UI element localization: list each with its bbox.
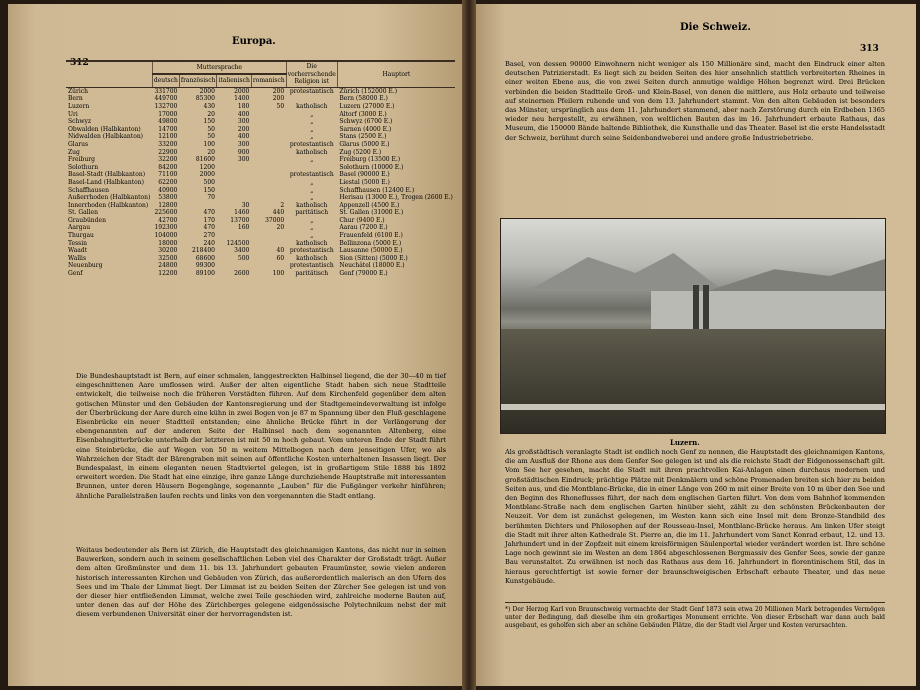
language-table xyxy=(66,60,455,278)
language-count: 53800 xyxy=(158,194,178,202)
language-count: 270 xyxy=(203,232,215,240)
capital-cell: Glarus (5000 E.) xyxy=(339,140,390,148)
header-romanisch: romanisch xyxy=(251,74,286,87)
religion-cell: protestantisch xyxy=(289,87,334,95)
header-franzoesisch: französisch xyxy=(179,74,217,87)
language-count: 500 xyxy=(203,178,215,186)
canton-name: Thurgau xyxy=(68,232,94,240)
capital-cell: Schaffhausen (12400 E.) xyxy=(339,186,415,194)
table-row xyxy=(66,133,455,141)
canton-name: Aargau xyxy=(68,224,91,232)
canton-name: Uri xyxy=(68,110,78,118)
language-count xyxy=(251,187,286,195)
language-count xyxy=(251,262,286,270)
table-row xyxy=(66,202,455,210)
capital-cell: Sarnen (4000 E.) xyxy=(339,125,392,133)
canton-name: Außerrhoden (Halbkanton) xyxy=(68,194,151,202)
language-count: 124500 xyxy=(226,239,250,247)
canton-name: Neuenburg xyxy=(68,262,103,270)
religion-cell: „ xyxy=(310,118,314,126)
table-row xyxy=(66,194,455,202)
canton-name: Freiburg xyxy=(68,156,95,164)
canton-name: Basel-Land (Halbkanton) xyxy=(68,178,144,186)
paragraph-bern: Die Bundeshauptstadt ist Bern, auf einer schmalen, langgestreckten Halbinsel liegend, die der 30—40 m tief eingeschnittenen Aare umflossen wird. Außer der alten eigentliche Stadt haben sich neue Stadtteile entwickelt, die teilweise noch die früheren Vorstädten führen. Auf dem Kirchenfeld gegenüber dem alten gotischen Münster und den Gebäuden der Kantonsregierung und der Stadtgemeindeverwaltung ist infolge der Überbrückung der Aare durch eine kühn in zwei Bogen von je 87 m Spannung über den Fluß geschlagene Eisenbrücke ein neuer Stadtteil entstanden; eine ähnliche Brücke führt in der Verlängerung der ebengenannten auf der anderen Seite der Halbinsel nach dem sogenannten Altenberg, eine Eisenbahngitterbrücke unterhalb der letzteren ist mit 50 m hoch gebaut. Vom unteren Ende der Stadt führt eine Steinbrücke, die auf Wegen von 50 m weitem Mittelbogen nach dem jenseitigen Ufer, wo als Wahrzeichen der Stadt der Bärengraben mit seinen auf öffentliche Kosten unterhaltenen Insassen liegt. Der Bundespalast, in einem eleganten neuen Stadtviertel gelegen, ist in großartigem Stile 1888 bis 1892 erweitert worden. Die Stadt hat eine einzige, ihre ganze Länge durchziehende Hauptstraße mit interessanten Brunnen, unter deren Häusern Bogengänge, sogenannte „Lauben“ für die Fußgänger verkehr hinführen; ähnliche Parallelstraßen laufen rechts und links von den vorgenannten die Stadt entlang. xyxy=(76,372,446,500)
language-count: 12200 xyxy=(158,270,178,278)
religion-cell: „ xyxy=(310,133,314,141)
language-count: 71100 xyxy=(158,171,178,179)
religion-cell: „ xyxy=(310,178,314,186)
language-count: 200 xyxy=(272,87,285,95)
table-row xyxy=(66,270,455,278)
language-count: 500 xyxy=(237,254,250,262)
table-body xyxy=(66,87,455,277)
table-row xyxy=(66,240,455,248)
canton-name: Schwyz xyxy=(68,118,92,126)
table-row xyxy=(66,126,455,134)
canton-name: Zürich xyxy=(68,87,89,95)
paragraph-genf: Als großstädtisch veranlagte Stadt ist endlich noch Genf zu nennen, die Hauptstadt des gleichnamigen Kantons, die am Ausfluß der Rhone aus dem Genfer See gelegen ist und als die reichste Stadt der Eidgenossenschaft gilt. Vom See her gesehen, macht die Stadt mit ihren prachtvollen Kai-Anlagen einen durchaus modernen und großstädtischen Eindruck; prächtige Plätze mit Denkmälern und schöne Promenaden breiten sich hier zu beiden Seiten aus, und die Montblanc-Brücke, die in einer Länge von 260 m mit einer Breite von 10 m über den See und den Beginn des Rhoneflusses führt, der nach dem englischen Garten führt. Von dem vom Bahnhof kommenden Montblanc-Straße nach dem englischen Garten hinüber sieht, zählt zu den schönsten Brückenbauten der Neuzeit. Vor dem ist zunächst gelegenen, im Westen kann sich eine Insel mit dem Bronze-Standbild des berühmten Dichters und Philosophen auf der Rousseau-Insel, Montblanc-Brücke heraus. Am linken Ufer steigt die Stadt mit ihrer alten Kathedrale St. Pierre an, die im 11. Jahrhundert vom Sanct Konrad erbaut, 12. und 13. Jahrhundert und in der Zopfzeit mit einem kreisförmigen Säulenportal wieder verändert worden ist. Ihre schöne Lage noch gewinnt sie im Westen an dem 1864 abgeschlossenen Bergmassiv des Genfer Sees, sowie der ganze Bau verunstaltet. Zu erwähnen ist noch das Rathaus aus dem 16. Jahrhundert in florentinischem Stil, das in hieraus gerechtfertigt ist sowie ferner der braunschweigischen Erbschaft erbaute Theater, und das neue Kunstgebäude. xyxy=(505,448,885,585)
language-count: 37000 xyxy=(265,216,285,224)
language-count xyxy=(251,240,286,248)
capital-cell: Aarau (7200 E.) xyxy=(339,224,388,232)
language-count: 22900 xyxy=(158,148,178,156)
language-count xyxy=(217,187,251,195)
language-count: 218400 xyxy=(192,247,215,255)
capital-cell: Luzern (27000 E.) xyxy=(339,102,395,110)
language-count: 32200 xyxy=(158,156,178,164)
table-row xyxy=(66,156,455,164)
table-row xyxy=(66,209,455,217)
capital-cell: Basel (90000 E.) xyxy=(339,171,390,179)
language-count: 17000 xyxy=(158,110,178,118)
capital-cell: Herisau (13000 E.), Trogen (2600 E.) xyxy=(339,194,453,202)
language-count: 2000 xyxy=(199,87,215,95)
language-count: 30 xyxy=(241,201,250,209)
capital-cell: Appenzell (4500 E.) xyxy=(339,201,400,209)
religion-cell: protestantisch xyxy=(289,247,334,255)
canton-name: Bern xyxy=(68,95,83,103)
table-row xyxy=(66,224,455,232)
town-shape xyxy=(501,329,885,433)
religion-cell: „ xyxy=(310,186,314,194)
paragraph-zuerich: Weitaus bedeutender als Bern ist Zürich, die Hauptstadt des gleichnamigen Kantons, das nicht nur in seinen Bauwerken, sondern auch in seinem gesellschaftlichen Leben viel des Charakter der Großstadt trägt. Außer dem alten Großmünster und dem 11. bis 13. Jahrhundert gebauten Fraumünster, sowie vielen anderen historisch interessanten Kirchen und Gebäuden von Zürich, das außerordentlich malerisch an den Ufern des Sees und im Thale der Limmat liegt. Der Limmat ist zu beiden Seiten der Zürcher See gelegen ist und von der dieser hier entfließenden Limmat, welche zwei Teile geschieden wird, zahlreiche moderne Bauten auf, unter denen das auf der Höhe des Zürichberges gelegene eidgenössische Polytechnikum nebst der mit diesem verbundenen Universität einer der hervorragendsten ist. xyxy=(76,546,446,619)
language-count: 470 xyxy=(203,209,215,217)
language-count: 20 xyxy=(207,110,215,118)
table-row xyxy=(66,171,455,179)
capital-cell: Schwyz (6700 E.) xyxy=(339,118,393,126)
footnote-rule xyxy=(505,602,885,603)
language-count: 2600 xyxy=(234,270,250,278)
language-count: 170 xyxy=(203,216,215,224)
religion-cell: protestantisch xyxy=(289,262,334,270)
language-count xyxy=(251,149,286,157)
language-count: 33200 xyxy=(158,140,178,148)
capital-cell: Solothurn (10000 E.) xyxy=(339,163,404,171)
language-count: 20 xyxy=(276,224,285,232)
language-count: 42700 xyxy=(158,216,178,224)
language-count: 84200 xyxy=(158,163,178,171)
language-count: 300 xyxy=(237,118,250,126)
language-count xyxy=(251,179,286,187)
language-count: 100 xyxy=(203,140,215,148)
language-count: 30200 xyxy=(158,247,178,255)
religion-cell: protestantisch xyxy=(289,171,334,179)
language-count: 49800 xyxy=(158,118,178,126)
language-count xyxy=(217,194,251,202)
religion-cell: protestantisch xyxy=(289,140,334,148)
language-count: 32500 xyxy=(158,254,178,262)
language-count: 150 xyxy=(203,118,215,126)
capital-cell: Lausanne (50000 E.) xyxy=(339,247,403,255)
language-count: 180 xyxy=(237,102,250,110)
table-row xyxy=(66,141,455,149)
capital-cell: Liestal (5000 E.) xyxy=(339,178,390,186)
language-count xyxy=(251,156,286,164)
table-row xyxy=(66,111,455,119)
language-count xyxy=(251,126,286,134)
right-page-number: 313 xyxy=(860,44,879,54)
religion-cell: „ xyxy=(310,194,314,202)
footnote: *) Der Herzog Karl von Braunschweig vermachte der Stadt Genf 1873 sein etwa 20 Millionen Mark betragendes Vermögen unter der Bedingung, daß dieselbe ihm ein großartiges Monument errichte. Von dieser Erbschaft war dann auch bald ausgebaut, es geholfen sich aber an schöne Gebäuden Plätze, die der Stadt viel Ärger und Kosten verursachten. xyxy=(505,606,885,629)
language-count: 2000 xyxy=(234,87,250,95)
luzern-photo xyxy=(500,218,886,434)
table-row xyxy=(66,179,455,187)
header-group: Muttersprache xyxy=(152,61,286,74)
religion-cell: katholisch xyxy=(296,239,328,247)
canton-name: Zug xyxy=(68,148,80,156)
language-count xyxy=(251,164,286,172)
capital-cell: Sion (Sitten) (5000 E.) xyxy=(339,254,408,262)
header-deutsch: deutsch xyxy=(152,74,179,87)
capital-cell: Freiburg (13500 E.) xyxy=(339,156,401,164)
table-row xyxy=(66,187,455,195)
mountain-shape xyxy=(701,259,885,293)
religion-cell: „ xyxy=(310,224,314,232)
language-count xyxy=(251,141,286,149)
religion-cell: katholisch xyxy=(296,148,328,156)
religion-cell: „ xyxy=(310,110,314,118)
language-count: 225600 xyxy=(154,209,178,217)
table-row xyxy=(66,247,455,255)
language-count xyxy=(217,232,251,240)
religion-cell: „ xyxy=(310,216,314,224)
table-row xyxy=(66,149,455,157)
table-row xyxy=(66,95,455,103)
language-count xyxy=(179,202,217,210)
canton-name: Genf xyxy=(68,270,83,278)
canton-name: St. Gallen xyxy=(68,209,98,217)
table-row xyxy=(66,103,455,111)
canton-name: Luzern xyxy=(68,102,90,110)
language-count: 449700 xyxy=(154,95,178,103)
canton-name: Solothurn xyxy=(68,163,99,171)
language-count: 470 xyxy=(203,224,215,232)
language-count: 1200 xyxy=(199,163,215,171)
religion-cell: „ xyxy=(310,156,314,164)
language-count: 3400 xyxy=(234,247,250,255)
language-count: 68600 xyxy=(195,254,215,262)
religion-cell: „ xyxy=(310,125,314,133)
religion-cell: katholisch xyxy=(296,201,328,209)
language-count xyxy=(217,179,251,187)
book-gutter xyxy=(462,0,476,690)
language-count xyxy=(217,171,251,179)
language-count: 200 xyxy=(272,95,285,103)
language-count: 300 xyxy=(237,140,250,148)
canton-name: Glarus xyxy=(68,140,89,148)
language-count: 440 xyxy=(272,209,285,217)
canton-name: Graubünden xyxy=(68,216,106,224)
canton-name: Waadt xyxy=(68,247,88,255)
capital-cell: Stans (2500 E.) xyxy=(339,133,387,141)
language-count: 1400 xyxy=(234,95,250,103)
table-row xyxy=(66,164,455,172)
language-count: 12800 xyxy=(158,201,178,209)
religion-cell xyxy=(286,164,337,172)
mountain-shape xyxy=(531,249,721,289)
lake-shape xyxy=(651,291,885,331)
table-row xyxy=(66,118,455,126)
language-count: 14700 xyxy=(158,125,178,133)
canton-name: Basel-Stadt (Halbkanton) xyxy=(68,171,146,179)
table-row xyxy=(66,255,455,263)
header-religion: Die vorherrschende Religion ist xyxy=(286,61,337,87)
language-count: 192300 xyxy=(154,224,178,232)
religion-cell: paritätisch xyxy=(295,209,329,217)
canton-name: Schaffhausen xyxy=(68,186,109,194)
table-row xyxy=(66,262,455,270)
header-italienisch: italienisch xyxy=(217,74,251,87)
religion-cell: paritätisch xyxy=(295,270,329,278)
language-count: 50 xyxy=(207,133,215,141)
language-count: 2 xyxy=(280,201,285,209)
language-count: 300 xyxy=(237,156,250,164)
language-count xyxy=(251,171,286,179)
language-count: 132700 xyxy=(154,102,178,110)
photo-caption: Luzern. xyxy=(670,438,700,447)
language-count: 400 xyxy=(237,133,250,141)
table-row xyxy=(66,232,455,240)
language-count: 60 xyxy=(276,254,285,262)
language-count: 20 xyxy=(207,148,215,156)
capital-cell: Zürich (152000 E.) xyxy=(339,87,398,95)
religion-cell: katholisch xyxy=(296,102,328,110)
religion-cell: katholisch xyxy=(296,254,328,262)
language-count: 331700 xyxy=(154,87,178,95)
canton-name: Innerrhoden (Halbkanton) xyxy=(68,201,149,209)
capital-cell: Zug (5200 E.) xyxy=(339,148,382,156)
language-count: 50 xyxy=(276,102,285,110)
language-count: 62200 xyxy=(158,178,178,186)
capital-cell: Frauenfeld (6100 E.) xyxy=(339,232,403,240)
language-count: 1460 xyxy=(234,209,250,217)
language-count xyxy=(251,111,286,119)
language-count: 100 xyxy=(272,270,285,278)
canton-name: Wallis xyxy=(68,254,87,262)
language-count: 40900 xyxy=(158,186,178,194)
right-running-head: Die Schweiz. xyxy=(680,22,751,33)
table-row xyxy=(66,217,455,225)
language-count: 24800 xyxy=(158,262,178,270)
language-count: 2000 xyxy=(199,171,215,179)
language-count: 40 xyxy=(276,247,285,255)
language-count: 160 xyxy=(237,224,250,232)
left-running-head: Europa. xyxy=(232,36,276,47)
capital-cell: Bern (58000 E.) xyxy=(339,95,388,103)
language-count: 81600 xyxy=(195,156,215,164)
language-count: 50 xyxy=(207,125,215,133)
table-row xyxy=(66,87,455,95)
language-count: 430 xyxy=(203,102,215,110)
language-count: 89100 xyxy=(195,270,215,278)
language-count: 240 xyxy=(203,239,215,247)
language-count xyxy=(251,194,286,202)
language-count: 12100 xyxy=(158,133,178,141)
promenade-shape xyxy=(501,404,885,410)
language-count: 900 xyxy=(237,148,250,156)
language-count: 85300 xyxy=(195,95,215,103)
language-count xyxy=(217,262,251,270)
capital-cell: Bellinzona (5000 E.) xyxy=(339,239,402,247)
header-capital: Hauptort xyxy=(337,61,455,87)
left-page-number: 312 xyxy=(70,58,89,68)
religion-cell: „ xyxy=(310,232,314,240)
canton-name: Obwalden (Halbkanton) xyxy=(68,125,141,133)
language-count: 200 xyxy=(237,125,250,133)
language-count: 99300 xyxy=(195,262,215,270)
capital-cell: Genf (79000 E.) xyxy=(339,270,388,278)
language-count xyxy=(251,133,286,141)
canton-name: Tessin xyxy=(68,239,88,247)
language-count: 18000 xyxy=(158,239,178,247)
language-count: 150 xyxy=(203,186,215,194)
language-count: 400 xyxy=(237,110,250,118)
language-count: 70 xyxy=(207,194,215,202)
language-count: 13700 xyxy=(230,216,250,224)
language-count xyxy=(217,164,251,172)
church-tower xyxy=(693,285,699,331)
table-corner xyxy=(66,61,152,87)
language-count xyxy=(251,232,286,240)
capital-cell: Altorf (3000 E.) xyxy=(339,110,387,118)
capital-cell: Neuchâtel (18000 E.) xyxy=(339,262,405,270)
canton-name: Nidwalden (Halbkanton) xyxy=(68,133,144,141)
language-count xyxy=(251,118,286,126)
paragraph-basel: Basel, von dessen 90000 Einwohnern nicht weniger als 150 Millionäre sind, macht den Eindruck einer alten deutschen Patrizierstadt. Es liegt sich zu beiden Seiten des hier ansehnlich stattlich verbreiterten Rheines in einer weiten Ebene aus, die von zwei Seiten durch anmutige waldige Höhen begrenzt wird. Drei Brücken verbinden die beiden Stadtteile Groß- und Klein-Basel, von denen die mittlere, aus Holz erbaute und teilweise auf steinernen Pfeilern ruhende und von dem 13. Jahrhundert stammt. Von den alten Gebäuden ist besonders das Münster, ursprünglich aus dem 11. Jahrhundert stammend, aber nach Zerstörung durch ein Erdbeben 1365 wieder neu hergestellt, zu erwähnen, von weltlichen Bauten das im 16. Jahrhundert erbaute Rathaus, das Museum, die 150000 Bände haltende Bibliothek, die Kunsthalle und das Theater. Basel ist die erste Handelsstadt der Schweiz, berühmt durch seine Seidenbandweberei und andere große Industriebetriebe. xyxy=(505,60,885,142)
language-count: 104000 xyxy=(154,232,178,240)
capital-cell: Chur (9400 E.) xyxy=(339,216,385,224)
capital-cell: St. Gallen (31000 E.) xyxy=(339,209,404,217)
religion-cell xyxy=(286,95,337,103)
church-tower xyxy=(703,285,709,331)
